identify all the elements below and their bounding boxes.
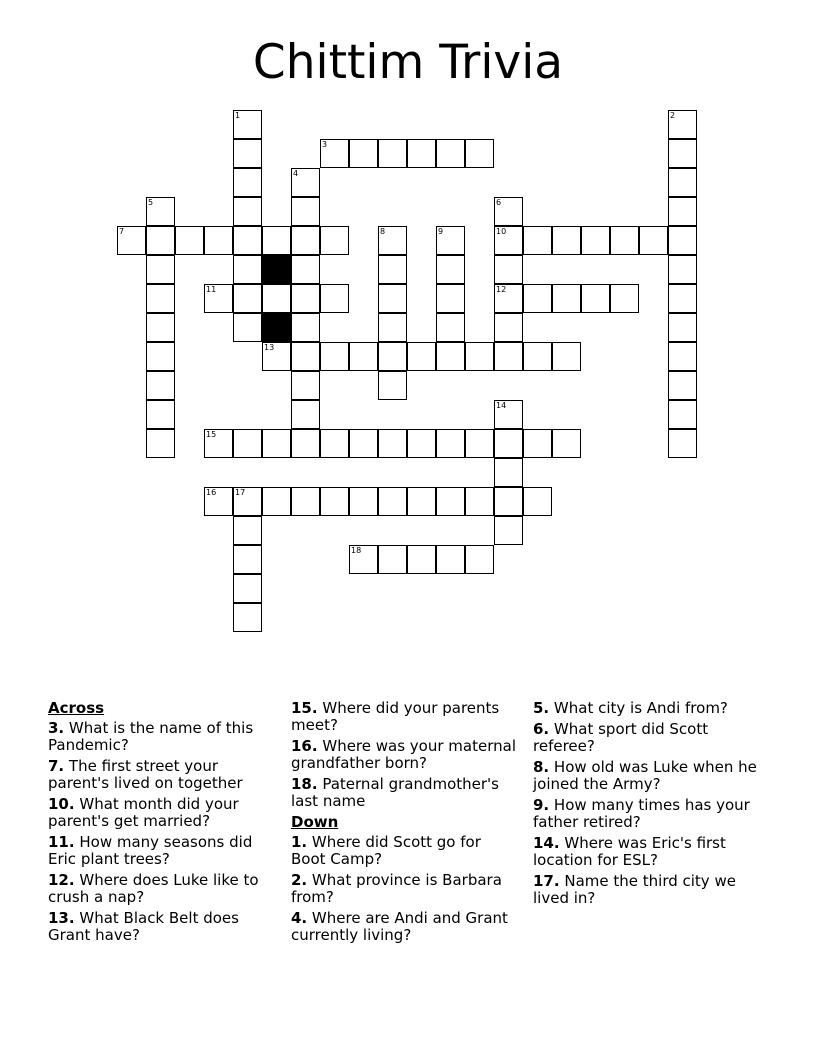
grid-cell[interactable] bbox=[668, 168, 697, 197]
grid-cell[interactable] bbox=[233, 545, 262, 574]
across-clue-list-continued bbox=[291, 700, 519, 810]
grid-cell[interactable] bbox=[494, 516, 523, 545]
clue-item-text: Where did your parents meet? bbox=[291, 699, 500, 734]
grid-cell[interactable] bbox=[668, 342, 697, 371]
clue-item-number: 11. bbox=[48, 833, 75, 851]
grid-cell[interactable] bbox=[262, 226, 291, 255]
clue-item-text: What month did your parent's get married? bbox=[48, 795, 239, 830]
black-square bbox=[262, 255, 291, 284]
across-header: Across bbox=[48, 699, 105, 717]
grid-cell[interactable] bbox=[465, 342, 494, 371]
grid-cell[interactable] bbox=[407, 429, 436, 458]
grid-cell[interactable] bbox=[378, 255, 407, 284]
grid-cell[interactable] bbox=[494, 400, 523, 429]
grid-cell[interactable] bbox=[407, 487, 436, 516]
clue-item-text: How many times has your father retired? bbox=[533, 796, 750, 831]
grid-cell[interactable] bbox=[494, 487, 523, 516]
clue-number: 18 bbox=[351, 546, 362, 555]
grid-cell[interactable] bbox=[436, 226, 465, 255]
grid-cell[interactable] bbox=[204, 429, 233, 458]
grid-cell[interactable] bbox=[233, 574, 262, 603]
grid-cell[interactable] bbox=[233, 284, 262, 313]
grid-cell[interactable] bbox=[668, 429, 697, 458]
clue-item-number: 5. bbox=[533, 699, 550, 717]
grid-cell[interactable] bbox=[204, 487, 233, 516]
grid-cell[interactable] bbox=[494, 429, 523, 458]
grid-cell[interactable] bbox=[668, 255, 697, 284]
grid-cell[interactable] bbox=[233, 255, 262, 284]
grid-cell[interactable] bbox=[465, 139, 494, 168]
clue-item-number: 4. bbox=[291, 909, 308, 927]
grid-cell[interactable] bbox=[233, 313, 262, 342]
clue-item-number: 10. bbox=[48, 795, 75, 813]
grid-cell[interactable] bbox=[407, 139, 436, 168]
grid-cell[interactable] bbox=[291, 313, 320, 342]
grid-cell[interactable] bbox=[436, 139, 465, 168]
grid-cell[interactable] bbox=[436, 487, 465, 516]
grid-cell[interactable] bbox=[291, 284, 320, 313]
grid-cell[interactable] bbox=[204, 284, 233, 313]
clue-item-number: 18. bbox=[291, 775, 318, 793]
grid-cell[interactable] bbox=[668, 139, 697, 168]
grid-cell[interactable] bbox=[175, 226, 204, 255]
clue-number: 1 bbox=[235, 111, 241, 120]
clue-number: 16 bbox=[206, 488, 217, 497]
grid-cell[interactable] bbox=[146, 371, 175, 400]
grid-cell[interactable] bbox=[378, 545, 407, 574]
grid-cell[interactable] bbox=[378, 226, 407, 255]
grid-cell[interactable] bbox=[668, 371, 697, 400]
grid-cell[interactable] bbox=[523, 487, 552, 516]
clue-item-number: 15. bbox=[291, 699, 318, 717]
clue-item-text: What Black Belt does Grant have? bbox=[48, 909, 239, 944]
clue-number: 13 bbox=[264, 343, 275, 352]
clue-item bbox=[48, 758, 276, 792]
down-header: Down bbox=[291, 813, 339, 831]
grid-cell[interactable] bbox=[552, 429, 581, 458]
grid-cell[interactable] bbox=[378, 429, 407, 458]
clue-number: 8 bbox=[380, 227, 386, 236]
clue-item-text: What city is Andi from? bbox=[553, 699, 728, 717]
clue-item-number: 7. bbox=[48, 757, 65, 775]
grid-cell[interactable] bbox=[291, 255, 320, 284]
clue-item bbox=[533, 797, 761, 831]
grid-cell[interactable] bbox=[639, 226, 668, 255]
clue-number: 3 bbox=[322, 140, 328, 149]
clue-item-text: How old was Luke when he joined the Army? bbox=[533, 758, 757, 793]
grid-cell[interactable] bbox=[320, 284, 349, 313]
clue-number: 9 bbox=[438, 227, 444, 236]
clue-item-text: Where was your maternal grandfather born? bbox=[291, 737, 516, 772]
clue-item-number: 16. bbox=[291, 737, 318, 755]
grid-cell[interactable] bbox=[523, 226, 552, 255]
clue-number: 14 bbox=[496, 401, 507, 410]
grid-cell[interactable] bbox=[320, 429, 349, 458]
grid-cell[interactable] bbox=[146, 197, 175, 226]
grid-cell[interactable] bbox=[465, 545, 494, 574]
grid-cell[interactable] bbox=[668, 400, 697, 429]
clue-item bbox=[48, 872, 276, 906]
grid-cell[interactable] bbox=[146, 400, 175, 429]
grid-cell[interactable] bbox=[378, 371, 407, 400]
clue-item-text: Where are Andi and Grant currently living? bbox=[291, 909, 508, 944]
grid-cell[interactable] bbox=[523, 284, 552, 313]
grid-cell[interactable] bbox=[233, 226, 262, 255]
grid-cell[interactable] bbox=[407, 342, 436, 371]
clue-item-text: The first street your parent's lived on together bbox=[48, 757, 243, 792]
grid-cell[interactable] bbox=[436, 284, 465, 313]
clue-item-text: Where does Luke like to crush a nap? bbox=[48, 871, 259, 906]
down-clue-list-continued bbox=[533, 700, 761, 907]
grid-cell[interactable] bbox=[610, 284, 639, 313]
clue-item bbox=[48, 834, 276, 868]
grid-cell[interactable] bbox=[436, 545, 465, 574]
grid-cell[interactable] bbox=[494, 284, 523, 313]
clue-number: 6 bbox=[496, 198, 502, 207]
grid-cell[interactable] bbox=[378, 139, 407, 168]
clue-number: 17 bbox=[235, 488, 246, 497]
clue-item-number: 9. bbox=[533, 796, 550, 814]
clue-item-number: 8. bbox=[533, 758, 550, 776]
grid-cell[interactable] bbox=[349, 487, 378, 516]
clue-number: 4 bbox=[293, 169, 299, 178]
clue-number: 12 bbox=[496, 285, 507, 294]
grid-cell[interactable] bbox=[349, 429, 378, 458]
grid-cell[interactable] bbox=[465, 487, 494, 516]
grid-cell[interactable] bbox=[494, 458, 523, 487]
grid-cell[interactable] bbox=[146, 284, 175, 313]
grid-cell[interactable] bbox=[349, 139, 378, 168]
grid-cell[interactable] bbox=[668, 110, 697, 139]
clue-item-text: What sport did Scott referee? bbox=[533, 720, 709, 755]
grid-cell[interactable] bbox=[146, 429, 175, 458]
grid-cell[interactable] bbox=[291, 487, 320, 516]
grid-cell[interactable] bbox=[233, 139, 262, 168]
grid-cell[interactable] bbox=[146, 313, 175, 342]
grid-cell[interactable] bbox=[494, 197, 523, 226]
clue-item-number: 1. bbox=[291, 833, 308, 851]
grid-cell[interactable] bbox=[320, 487, 349, 516]
clue-item bbox=[291, 738, 519, 772]
clues-column-1 bbox=[48, 700, 276, 948]
clue-item bbox=[533, 835, 761, 869]
grid-cell[interactable] bbox=[494, 226, 523, 255]
clue-item-number: 17. bbox=[533, 872, 560, 890]
grid-cell[interactable] bbox=[320, 342, 349, 371]
clue-item-text: Where was Eric's first location for ESL? bbox=[533, 834, 726, 869]
grid-cell[interactable] bbox=[436, 255, 465, 284]
clue-item-text: Paternal grandmother's last name bbox=[291, 775, 499, 810]
grid-cell[interactable] bbox=[668, 197, 697, 226]
grid-cell[interactable] bbox=[291, 371, 320, 400]
clue-item-number: 14. bbox=[533, 834, 560, 852]
grid-cell[interactable] bbox=[291, 226, 320, 255]
clue-number: 15 bbox=[206, 430, 217, 439]
grid-cell[interactable] bbox=[146, 226, 175, 255]
clue-item bbox=[291, 910, 519, 944]
clue-item-number: 3. bbox=[48, 719, 65, 737]
clue-item bbox=[48, 796, 276, 830]
clue-item bbox=[291, 700, 519, 734]
clue-number: 2 bbox=[670, 111, 676, 120]
grid-cell[interactable] bbox=[668, 313, 697, 342]
grid-cell[interactable] bbox=[320, 226, 349, 255]
grid-cell[interactable] bbox=[668, 284, 697, 313]
grid-cell[interactable] bbox=[523, 429, 552, 458]
grid-cell[interactable] bbox=[233, 197, 262, 226]
grid-cell[interactable] bbox=[233, 487, 262, 516]
grid-cell[interactable] bbox=[146, 342, 175, 371]
clue-item bbox=[291, 834, 519, 868]
grid-cell[interactable] bbox=[494, 342, 523, 371]
clue-item bbox=[533, 700, 761, 717]
clue-number: 11 bbox=[206, 285, 217, 294]
clue-item-text: What is the name of this Pandemic? bbox=[48, 719, 254, 754]
grid-cell[interactable] bbox=[407, 545, 436, 574]
clue-item bbox=[533, 759, 761, 793]
grid-cell[interactable] bbox=[378, 342, 407, 371]
grid-cell[interactable] bbox=[262, 284, 291, 313]
grid-cell[interactable] bbox=[436, 342, 465, 371]
grid-cell[interactable] bbox=[349, 342, 378, 371]
clues-column-2 bbox=[291, 700, 519, 948]
grid-cell[interactable] bbox=[233, 110, 262, 139]
grid-cell[interactable] bbox=[291, 197, 320, 226]
grid-cell[interactable] bbox=[552, 342, 581, 371]
grid-cell[interactable] bbox=[378, 284, 407, 313]
grid-cell[interactable] bbox=[552, 226, 581, 255]
clue-item bbox=[533, 873, 761, 907]
clue-item bbox=[48, 720, 276, 754]
grid-cell[interactable] bbox=[552, 284, 581, 313]
grid-cell[interactable] bbox=[233, 429, 262, 458]
grid-cell[interactable] bbox=[523, 342, 552, 371]
grid-cell[interactable] bbox=[233, 603, 262, 632]
clue-item bbox=[291, 872, 519, 906]
clue-number: 5 bbox=[148, 198, 154, 207]
grid-cell[interactable] bbox=[581, 226, 610, 255]
grid-cell[interactable] bbox=[494, 313, 523, 342]
clue-item-text: What province is Barbara from? bbox=[291, 871, 502, 906]
grid-cell[interactable] bbox=[378, 487, 407, 516]
grid-cell[interactable] bbox=[233, 516, 262, 545]
grid-cell[interactable] bbox=[233, 168, 262, 197]
black-square bbox=[262, 313, 291, 342]
grid-cell[interactable] bbox=[291, 342, 320, 371]
grid-cell[interactable] bbox=[291, 168, 320, 197]
grid-cell[interactable] bbox=[610, 226, 639, 255]
grid-cell[interactable] bbox=[436, 429, 465, 458]
grid-cell[interactable] bbox=[262, 487, 291, 516]
clue-item-text: Where did Scott go for Boot Camp? bbox=[291, 833, 481, 868]
grid-cell[interactable] bbox=[494, 255, 523, 284]
clue-item-text: How many seasons did Eric plant trees? bbox=[48, 833, 253, 868]
clue-item-text: Name the third city we lived in? bbox=[533, 872, 736, 907]
clue-item bbox=[533, 721, 761, 755]
across-clue-list bbox=[48, 720, 276, 944]
grid-cell[interactable] bbox=[581, 284, 610, 313]
down-clue-list bbox=[291, 834, 519, 944]
grid-cell[interactable] bbox=[291, 429, 320, 458]
clue-item-number: 2. bbox=[291, 871, 308, 889]
grid-cell[interactable] bbox=[146, 255, 175, 284]
grid-cell[interactable] bbox=[117, 226, 146, 255]
clue-number: 10 bbox=[496, 227, 507, 236]
grid-cell[interactable] bbox=[291, 400, 320, 429]
grid-cell[interactable] bbox=[320, 139, 349, 168]
clue-item-number: 12. bbox=[48, 871, 75, 889]
clue-item-number: 6. bbox=[533, 720, 550, 738]
grid-cell[interactable] bbox=[262, 429, 291, 458]
clues-column-3 bbox=[533, 700, 761, 911]
grid-cell[interactable] bbox=[262, 342, 291, 371]
clue-item bbox=[48, 910, 276, 944]
clue-item bbox=[291, 776, 519, 810]
page-title: Chittim Trivia bbox=[252, 35, 564, 90]
grid-cell[interactable] bbox=[349, 545, 378, 574]
grid-cell[interactable] bbox=[378, 313, 407, 342]
grid-cell[interactable] bbox=[436, 313, 465, 342]
clue-number: 7 bbox=[119, 227, 125, 236]
grid-cell[interactable] bbox=[465, 429, 494, 458]
clue-item-number: 13. bbox=[48, 909, 75, 927]
grid-cell[interactable] bbox=[204, 226, 233, 255]
grid-cell[interactable] bbox=[668, 226, 697, 255]
